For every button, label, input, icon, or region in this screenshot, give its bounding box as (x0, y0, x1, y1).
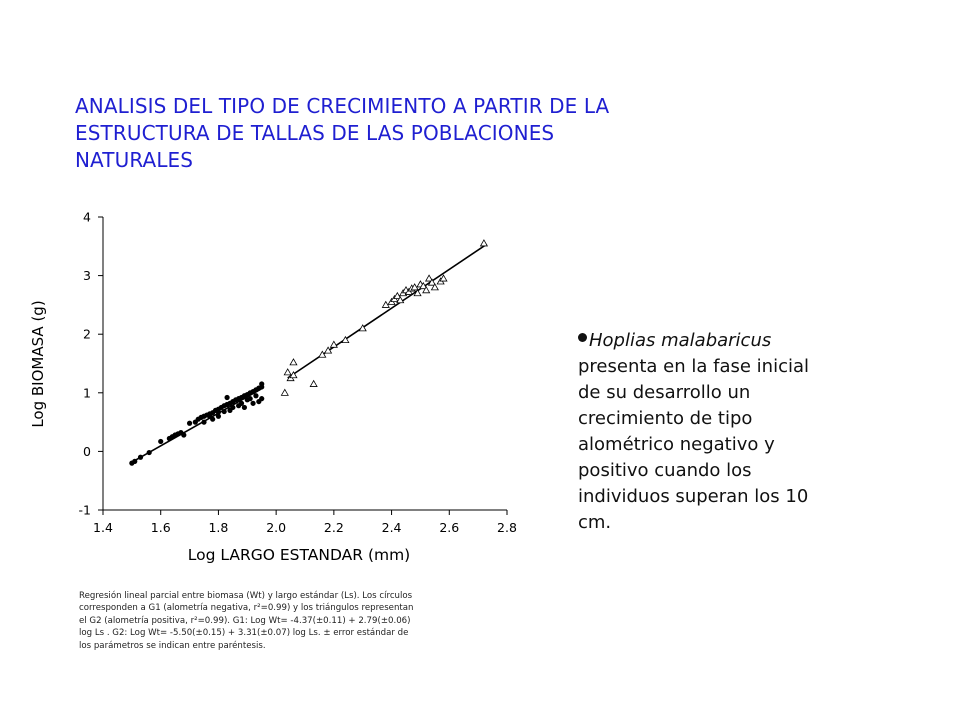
point-g1 (227, 408, 232, 413)
point-g1 (222, 409, 227, 414)
x-axis-label: Log LARGO ESTANDAR (mm) (187, 546, 411, 564)
title-line-3: NATURALES (75, 148, 194, 172)
caption-line: corresponden a G1 (alometría negativa, r²=0.99) y los triángulos representan (79, 603, 414, 614)
y-tick-label: 3 (83, 268, 91, 284)
regression-line-g2 (288, 244, 487, 378)
bullet-paragraph (578, 328, 878, 536)
x-tick-label: 1.8 (208, 520, 229, 535)
caption-line: log Ls . G2: Log Wt= -5.50(±0.15) + 3.31(±0.07) log Ls. ± error estándar de (79, 628, 409, 639)
point-g2 (281, 389, 288, 395)
point-g1 (207, 414, 212, 419)
point-g1 (216, 410, 221, 415)
figure-caption (79, 590, 519, 652)
point-g2 (284, 369, 291, 375)
point-g1 (132, 459, 137, 464)
point-g1 (259, 396, 264, 401)
point-g1 (250, 401, 255, 406)
x-tick-label: 2.8 (497, 520, 517, 535)
bullet-dot-icon (578, 333, 587, 342)
point-g1 (181, 432, 186, 437)
y-tick-label: 2 (83, 326, 91, 342)
bullet-line: presenta en la fase inicial (578, 356, 810, 377)
point-g2 (290, 359, 297, 365)
point-g2 (481, 240, 488, 246)
bullet-line: de su desarrollo un (578, 382, 751, 403)
point-g2 (310, 381, 317, 387)
regression-lines (132, 244, 487, 462)
x-tick-label: 2.4 (381, 520, 402, 535)
point-g1 (147, 450, 152, 455)
point-g2 (440, 275, 447, 281)
caption-line: el G2 (alometría positiva, r²=0.99). G1: Log Wt= -4.37(±0.11) + 2.79(±0.06) (79, 615, 411, 626)
chart-axes (79, 210, 517, 536)
point-g1 (187, 421, 192, 426)
species-name: Hoplias malabaricus (589, 330, 772, 351)
y-tick-label: 1 (83, 385, 91, 401)
point-g1 (158, 439, 163, 444)
bullet-line: positivo cuando los (578, 460, 752, 481)
point-g1 (138, 455, 143, 460)
bullet-line: alométrico negativo y (578, 434, 775, 455)
title-line-1: ANALISIS DEL TIPO DE CRECIMIENTO A PARTIR DE LA (75, 94, 610, 118)
x-tick-label: 1.6 (150, 520, 171, 535)
y-tick-label: -1 (78, 502, 91, 518)
bullet-line: crecimiento de tipo (578, 408, 753, 429)
y-tick-label: 4 (83, 209, 91, 225)
y-axis-label: Log BIOMASA (g) (29, 300, 47, 428)
point-g1 (248, 396, 253, 401)
caption-line: los parámetros se indican entre paréntesis. (79, 640, 266, 651)
x-tick-label: 2.6 (439, 520, 460, 535)
caption-line: Regresión lineal parcial entre biomasa (Wt) y largo estándar (Ls). Los círculos (79, 591, 413, 601)
point-g1 (259, 381, 264, 386)
bullet-line: cm. (578, 512, 612, 533)
point-g2 (330, 341, 337, 347)
y-tick-label: 0 (83, 443, 91, 459)
x-tick-label: 1.4 (93, 520, 113, 535)
data-points (129, 240, 487, 466)
point-g1 (201, 420, 206, 425)
x-tick-label: 2.2 (323, 520, 344, 535)
point-g1 (253, 393, 258, 398)
point-g1 (242, 405, 247, 410)
bullet-line: individuos superan los 10 (578, 486, 809, 507)
title-line-2: ESTRUCTURA DE TALLAS DE LAS POBLACIONES (75, 121, 555, 145)
x-tick-label: 2.0 (266, 520, 287, 535)
point-g1 (224, 395, 229, 400)
